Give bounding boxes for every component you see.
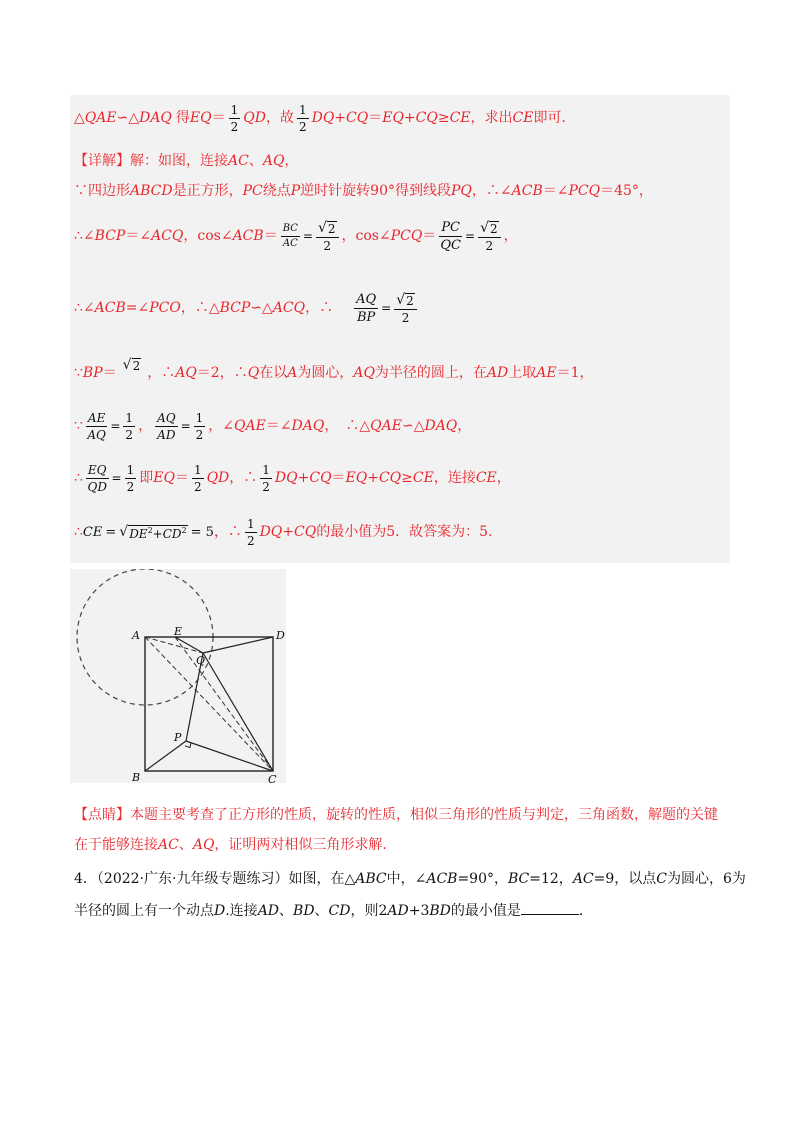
text: Q <box>247 365 260 381</box>
text: ，故 <box>265 110 294 126</box>
text: ，证明两对相似三角形求解. <box>214 837 387 853</box>
label-d: D <box>276 629 285 642</box>
text: ∠ACQ <box>139 228 184 244</box>
text: ＝ <box>174 470 189 486</box>
figure-box <box>70 569 286 783</box>
text: ＝ <box>102 365 117 381</box>
text: CD <box>328 903 351 919</box>
text: ABCD <box>130 183 173 199</box>
text: EQ+CQ <box>345 470 402 486</box>
text: 2 <box>378 903 388 919</box>
text: ∵四边形 <box>74 183 130 199</box>
text: ∠ACB <box>414 871 458 887</box>
fraction: $\frac{1}{2}$ <box>126 462 135 494</box>
solution-line-8 <box>74 458 511 498</box>
fraction: $\frac{BC}{AC}$ <box>282 222 298 249</box>
text: ＝ <box>542 183 557 199</box>
text: ， <box>503 228 518 244</box>
text: ∠PCQ <box>378 228 423 244</box>
text: ，∴ <box>213 524 242 540</box>
text: 解：如图，连接 <box>130 153 228 169</box>
text: ， <box>496 470 511 486</box>
text: ∴ <box>74 470 83 486</box>
text: ∠DAQ <box>279 418 325 434</box>
text: 得 <box>175 110 190 126</box>
text: ∠QAE <box>222 418 266 434</box>
text: CE <box>475 470 497 486</box>
fraction: $\frac{AQ}{BP}$ <box>356 291 377 325</box>
text: PC <box>242 183 263 199</box>
text: ＝ <box>211 110 226 126</box>
text: ， ∴△ <box>324 418 371 434</box>
solution-line-4: ∴ ∠BCP ＝ ∠ACQ ，cos ∠ACB ＝ $\frac{BC}{AC}$ = √ 2 2 ，cos ∠PCQ ＝ $\frac{PC}{QC}$ = √ 2 2 ， <box>74 219 518 253</box>
text: ∽△ <box>250 300 273 316</box>
text: ，连接 <box>433 470 476 486</box>
label-q: Q <box>196 654 206 667</box>
dashed-line-ec <box>175 637 273 771</box>
text: AD <box>486 365 509 381</box>
text: =90°， <box>457 871 508 887</box>
text: C <box>656 871 667 887</box>
fraction: $\frac{1}{2}$ <box>230 102 239 134</box>
text: BD <box>293 903 315 919</box>
question-4-line-1 <box>74 872 746 886</box>
text: QAE <box>84 110 117 126</box>
fraction: $\frac{AQ}{AD}$ <box>157 410 176 442</box>
text: ，∴ <box>305 300 334 316</box>
sqrt: √ $DE^2+CD^2$ <box>119 523 187 541</box>
text: 本题主要考查了正方形的性质，旋转的性质，相似三角形的性质与判定，三角函数，解题的关键 <box>130 807 718 823</box>
text: 、 <box>279 903 294 919</box>
text: ，∴△ <box>180 300 220 316</box>
question-source: （2022·广东·九年级专题练习） <box>96 871 289 887</box>
text: ＝2，∴ <box>196 365 248 381</box>
text: ＝1， <box>556 365 594 381</box>
answer-blank[interactable] <box>521 902 579 915</box>
fraction: √ 2 2 <box>478 221 501 252</box>
text: AQ <box>192 837 215 853</box>
question-number: 4． <box>74 871 97 887</box>
text: CE <box>512 110 534 126</box>
fraction: $\frac{1}{2}$ <box>125 410 134 442</box>
dashed-line-aq <box>145 637 203 653</box>
text: 的最小值为5．故答案为：5． <box>316 524 503 540</box>
text: ∵ <box>74 365 83 381</box>
text: EQ <box>153 470 175 486</box>
fraction: $\frac{1}{2}$ <box>195 410 204 442</box>
text: DAQ <box>424 418 458 434</box>
label-e: E <box>174 625 183 638</box>
text: BC <box>508 871 530 887</box>
text: AC <box>158 837 179 853</box>
text: ∠ACB <box>220 228 264 244</box>
line-qc <box>203 653 273 771</box>
text: ， <box>284 153 299 169</box>
fraction: $\frac{PC}{QC}$ <box>440 219 461 253</box>
text: QAE <box>370 418 402 434</box>
text: ∠ACB=∠PCO <box>82 300 181 316</box>
text: ∴ <box>74 228 83 244</box>
text: ∠PCQ <box>556 183 601 199</box>
text: AD <box>257 903 280 919</box>
text: = <box>302 229 313 243</box>
text: ＝ <box>422 228 437 244</box>
text: 即 <box>139 470 154 486</box>
text: 为圆心，6为 <box>667 871 746 887</box>
label-c: C <box>268 773 277 783</box>
comment-line-1 <box>74 806 718 824</box>
solution-line-3 <box>74 182 653 200</box>
comment-tag: 【点睛】 <box>74 807 130 823</box>
text: CE <box>412 470 434 486</box>
label-b: B <box>132 771 141 783</box>
text: ， <box>208 418 223 434</box>
text: 即可． <box>533 110 576 126</box>
fraction: $\frac{EQ}{QD}$ <box>87 462 107 494</box>
text: .连接 <box>225 903 258 919</box>
text: ， <box>138 418 153 434</box>
text: ，∴ <box>471 183 500 199</box>
text: 是正方形， <box>172 183 243 199</box>
label-p: P <box>174 731 182 744</box>
ce-formula: CE = √ $DE^2+CD^2$ = 5 <box>82 523 214 541</box>
fraction: $\frac{1}{2}$ <box>193 462 202 494</box>
detail-tag: 【详解】 <box>74 153 130 169</box>
text: 半径的圆上有一个动点 <box>74 903 214 919</box>
text: 在于能够连接 <box>74 837 158 853</box>
text: A <box>287 365 298 381</box>
text: EQ <box>189 110 212 126</box>
text: DQ+CQ <box>311 110 369 126</box>
text: D <box>214 903 226 919</box>
text: 、 <box>178 837 193 853</box>
text: 、 <box>314 903 329 919</box>
text: P <box>290 183 301 199</box>
text: AQ <box>353 365 375 381</box>
text: QD <box>243 110 266 126</box>
solution-line-6 <box>74 357 594 386</box>
text: =9，以点 <box>593 871 657 887</box>
fraction: $\frac{AE}{AQ}$ <box>87 410 106 442</box>
geometry-figure <box>70 569 286 783</box>
text: 、 <box>248 153 263 169</box>
text: ＝ <box>368 110 383 126</box>
text: ，∴ <box>229 470 258 486</box>
text: ∴ <box>74 524 83 540</box>
text: 上取 <box>508 365 537 381</box>
text: = <box>111 471 122 485</box>
text: ∽△ <box>401 418 425 434</box>
text: ABC <box>355 871 387 887</box>
text: DAQ <box>139 110 172 126</box>
line-pc <box>186 741 273 771</box>
solution-line-9 <box>74 512 502 552</box>
text: ACQ <box>272 300 306 316</box>
text: ∴ <box>74 300 83 316</box>
text: ，cos <box>183 228 221 244</box>
text: = <box>180 419 191 433</box>
text: ＝ <box>263 228 278 244</box>
text: BD <box>429 903 451 919</box>
text: △ <box>74 110 85 126</box>
text: ∵ <box>74 418 83 434</box>
text: 如图，在△ <box>288 871 356 887</box>
solution-line-2 <box>74 152 298 170</box>
dashed-line-ac <box>145 637 273 771</box>
text: 中， <box>386 871 415 887</box>
solution-line-5 <box>74 286 420 330</box>
sqrt: √ 2 <box>122 357 141 373</box>
text: ，∴ <box>147 365 176 381</box>
solution-line-1 <box>74 102 576 134</box>
text: CE <box>449 110 471 126</box>
solution-line-7 <box>74 406 471 446</box>
text: ＝45°， <box>600 183 653 199</box>
text: ＝ <box>265 418 280 434</box>
sqrt: √ 2 <box>478 221 501 238</box>
text: ，则 <box>350 903 379 919</box>
text: BP <box>82 365 103 381</box>
text: 为圆心， <box>297 365 354 381</box>
text: ，求出 <box>470 110 513 126</box>
sqrt: √ 2 <box>394 293 417 310</box>
text: ， <box>457 418 472 434</box>
text: 逆时针旋转90°得到线段 <box>300 183 451 199</box>
comment-line-2 <box>74 836 387 854</box>
text: AD <box>387 903 409 919</box>
text: ． <box>578 903 593 919</box>
text: ＝ <box>125 228 140 244</box>
line-pb <box>145 741 186 771</box>
line-eq <box>175 637 203 653</box>
text: ，cos <box>341 228 379 244</box>
text: AC <box>228 153 249 169</box>
text: AE <box>536 365 557 381</box>
text: = <box>110 419 121 433</box>
text: PQ <box>451 183 472 199</box>
text: AQ <box>262 153 285 169</box>
text: ∽△ <box>116 110 140 126</box>
fraction: √ 2 2 <box>394 293 417 324</box>
text: AC <box>572 871 594 887</box>
sqrt: √ 2 <box>316 221 339 238</box>
label-a: A <box>132 629 140 642</box>
question-4-line-2 <box>74 902 593 918</box>
text: 的最小值是 <box>450 903 521 919</box>
text: ∠ACB <box>499 183 543 199</box>
text: ＝ <box>331 470 346 486</box>
fraction: $\frac{1}{2}$ <box>246 516 255 548</box>
text: AQ <box>175 365 197 381</box>
text: ≥ <box>401 470 413 486</box>
fraction: $\frac{1}{2}$ <box>262 462 270 494</box>
text: DQ+CQ <box>274 470 332 486</box>
text: 在以 <box>259 365 288 381</box>
text: DQ+CQ <box>259 524 317 540</box>
text: ≥ <box>437 110 450 126</box>
text: QD <box>206 470 230 486</box>
text: 绕点 <box>262 183 291 199</box>
right-angle-mark <box>185 743 191 748</box>
text: +3 <box>408 903 430 919</box>
fraction: $\frac{1}{2}$ <box>298 102 307 134</box>
text: ∠BCP <box>82 228 126 244</box>
text: 为半径的圆上，在 <box>374 365 487 381</box>
text: EQ+CQ <box>382 110 438 126</box>
text: BCP <box>219 300 251 316</box>
text: =12， <box>529 871 573 887</box>
text: = <box>381 301 392 315</box>
fraction: √ 2 2 <box>316 221 339 252</box>
